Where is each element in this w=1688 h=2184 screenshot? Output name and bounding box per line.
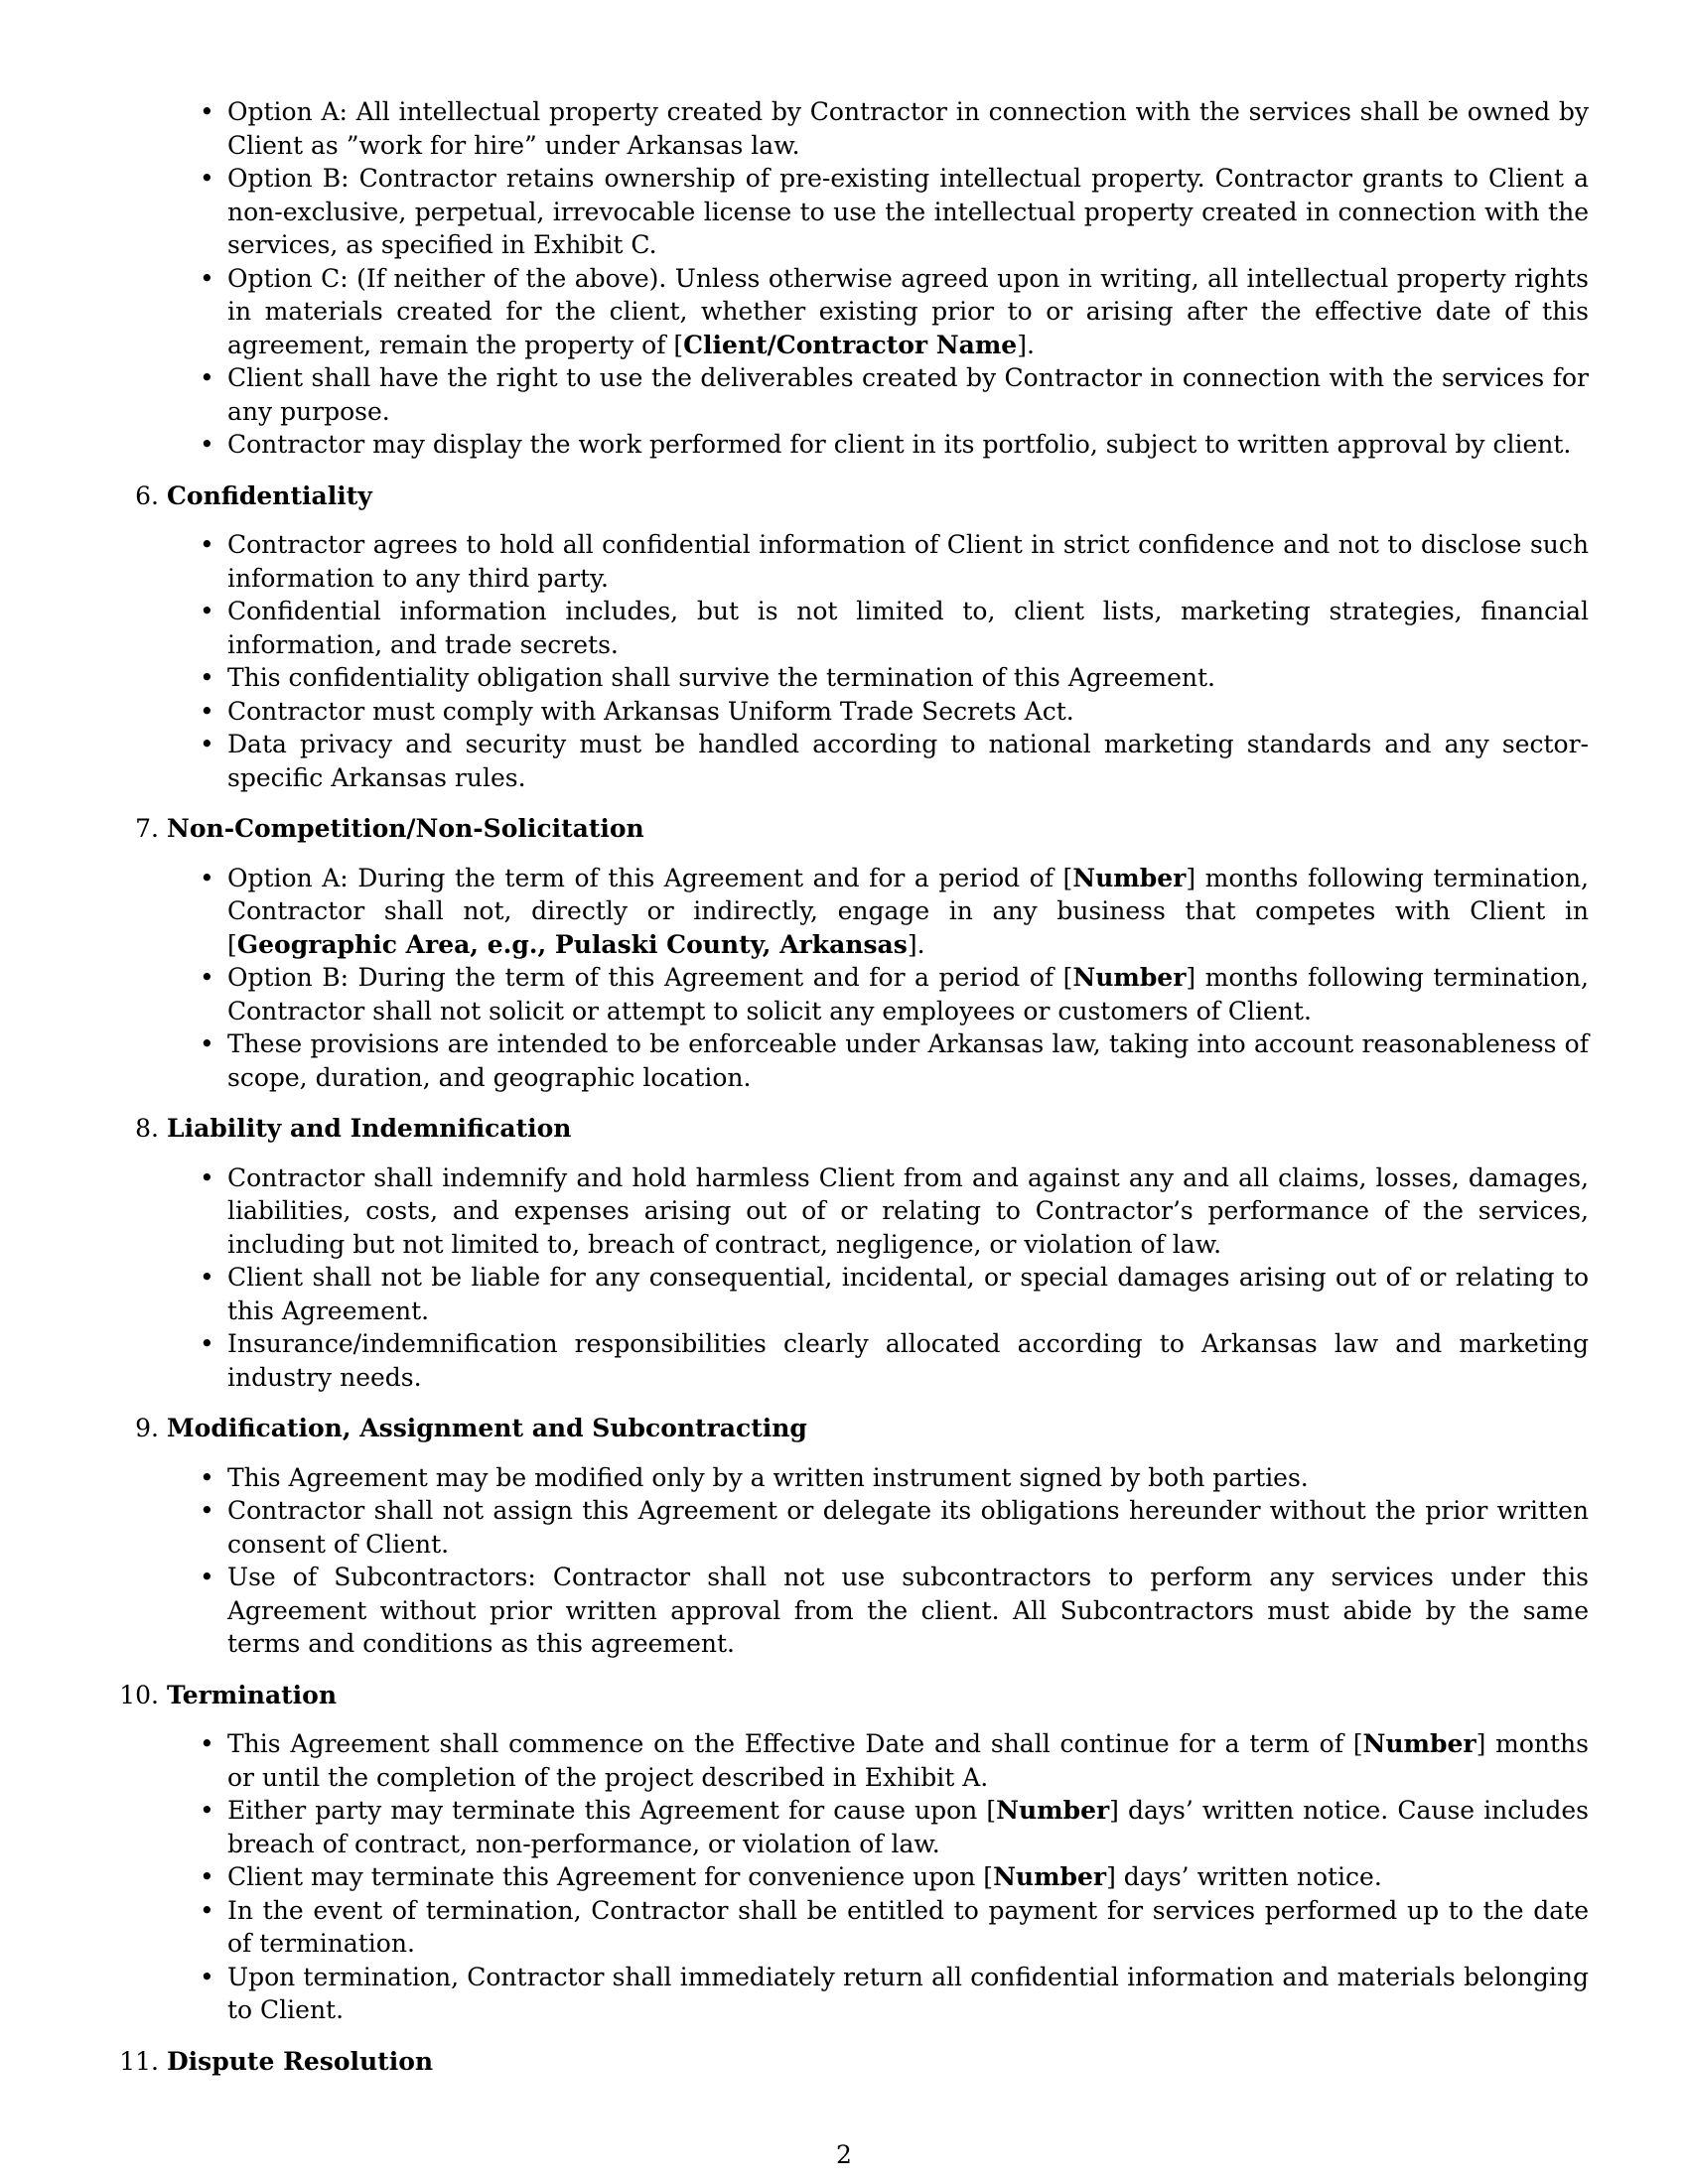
bullet-text: ] months following termination, Contractor shall not, directly or indirectly, engage in any business that competes with Client in [ bbox=[227, 863, 1589, 959]
bullet-text: This Agreement shall commence on the Effective Date and shall continue for a term of [ bbox=[227, 1729, 1363, 1758]
bullet-glyph: • bbox=[200, 863, 214, 892]
bullet-text: Option A: During the term of this Agreement and for a period of [ bbox=[227, 863, 1073, 892]
bullet-item bbox=[200, 961, 1590, 1027]
bullet-text: Contractor agrees to hold all confidential information of Client in strict confidence and not to disclose such information to any third party. bbox=[227, 530, 1589, 593]
section-number: 11. bbox=[119, 2046, 159, 2076]
bullet-item bbox=[200, 1961, 1589, 2027]
bullet-text: Data privacy and security must be handled according to national marketing standards and any sector-specific Arkansas rules. bbox=[227, 730, 1589, 792]
bullet-glyph: • bbox=[200, 1462, 214, 1492]
section-title: Termination bbox=[167, 1680, 338, 1709]
placeholder-text: Client/Contractor Name bbox=[683, 330, 1018, 359]
bullet-glyph: • bbox=[200, 1029, 214, 1058]
section-bullet-list bbox=[167, 1727, 1589, 2027]
bullet-item bbox=[200, 695, 1589, 729]
bullet-text: This confidentiality obligation shall survive the termination of this Agreement. bbox=[227, 663, 1215, 692]
placeholder-text: Number bbox=[996, 1796, 1110, 1825]
bullet-glyph: • bbox=[200, 1796, 214, 1825]
section-bullet-list bbox=[167, 1161, 1589, 1395]
bullet-glyph: • bbox=[200, 1729, 214, 1758]
section-7 bbox=[135, 812, 1590, 1094]
section-title: Dispute Resolution bbox=[167, 2046, 434, 2076]
bullet-item bbox=[200, 1261, 1589, 1327]
document-page bbox=[119, 95, 1590, 2094]
bullet-glyph: • bbox=[200, 1563, 214, 1591]
section-bullet-list bbox=[167, 1461, 1589, 1661]
section-heading bbox=[135, 812, 1589, 846]
section-heading bbox=[135, 479, 1589, 513]
section-9 bbox=[135, 1412, 1589, 1661]
bullet-glyph: • bbox=[200, 1895, 214, 1925]
bullet-item bbox=[200, 428, 1589, 462]
bullet-glyph: • bbox=[200, 1496, 214, 1525]
section-11 bbox=[119, 2045, 1589, 2079]
bullet-item bbox=[200, 1794, 1589, 1860]
bullet-text: This Agreement may be modified only by a written instrument signed by both parties. bbox=[227, 1462, 1309, 1492]
bullet-text: Option B: Contractor retains ownership of pre-existing intellectual property. Contractor grants to Client a non-exclusive, perpetual, irrevocable license to use the intellectual property created in connection with the services, as specified in Exhibit C. bbox=[227, 164, 1589, 259]
bullet-glyph: • bbox=[200, 1329, 214, 1358]
bullet-text: ] days’ written notice. Cause includes breach of contract, non-performance, or violation of law. bbox=[227, 1796, 1589, 1858]
bullet-glyph: • bbox=[200, 730, 214, 758]
bullet-glyph: • bbox=[200, 1263, 214, 1292]
bullet-text: Confidential information includes, but is not limited to, client lists, marketing strategies, financial information, and trade secrets. bbox=[227, 597, 1589, 659]
bullet-item bbox=[200, 1860, 1589, 1894]
bullet-glyph: • bbox=[200, 597, 214, 625]
section-number: 8. bbox=[135, 1114, 159, 1143]
bullet-text: Option C: (If neither of the above). Unless otherwise agreed upon in writing, all intellectual property rights in materials created for the client, whether existing prior to or arising after the effective date of this agreement, remain the property of [ bbox=[227, 263, 1589, 359]
bullet-text: ] days’ written notice. bbox=[1106, 1862, 1382, 1891]
section-heading bbox=[135, 1412, 1589, 1445]
page-number: 2 bbox=[836, 2140, 852, 2169]
section-heading bbox=[119, 2045, 1589, 2079]
bullet-text: In the event of termination, Contractor shall be entitled to payment for services performed up to the date of termination. bbox=[227, 1895, 1589, 1958]
bullet-item bbox=[200, 1894, 1589, 1961]
bullet-text: Option A: All intellectual property created by Contractor in connection with the services shall be owned by Client as ”work for hire” under Arkansas law. bbox=[227, 97, 1589, 160]
section-number: 7. bbox=[135, 814, 159, 843]
bullet-text: Upon termination, Contractor shall immediately return all confidential information and materials belonging to Client. bbox=[227, 1962, 1589, 2024]
bullet-text: Option B: During the term of this Agreement and for a period of [ bbox=[227, 963, 1073, 992]
bullet-text: Contractor shall not assign this Agreement or delegate its obligations hereunder without the prior written consent of Client. bbox=[227, 1496, 1589, 1559]
bullet-glyph: • bbox=[200, 1162, 214, 1192]
bullet-glyph: • bbox=[200, 663, 214, 692]
section-heading bbox=[119, 1679, 1589, 1712]
bullet-item bbox=[200, 661, 1589, 695]
bullet-text: ] months or until the completion of the project described in Exhibit A. bbox=[227, 1729, 1589, 1792]
placeholder-text: Number bbox=[993, 1862, 1107, 1891]
section-8 bbox=[135, 1112, 1589, 1394]
placeholder-text: Number bbox=[1072, 963, 1187, 992]
bullet-text: These provisions are intended to be enforceable under Arkansas law, taking into account reasonableness of scope, duration, and geographic location. bbox=[227, 1029, 1589, 1092]
bullet-text: ]. bbox=[1017, 330, 1035, 359]
section-number: 9. bbox=[135, 1414, 159, 1442]
bullet-glyph: • bbox=[200, 530, 214, 559]
bullet-text: Use of Subcontractors: Contractor shall not use subcontractors to perform any services under this Agreement without prior written approval from the client. All Subcontractors must abide by the same terms and conditions as this agreement. bbox=[227, 1563, 1589, 1658]
bullet-text: ] months following termination, Contractor shall not solicit or attempt to solicit any employees or customers of Client. bbox=[227, 963, 1590, 1025]
placeholder-text: Number bbox=[1362, 1729, 1477, 1758]
bullet-item bbox=[200, 1494, 1589, 1561]
bullet-text: Contractor shall indemnify and hold harmless Client from and against any and all claims, losses, damages, liabilities, costs, and expenses arising out of or relating to Contractor’s performance of the services, including but not limited to, breach of contract, negligence, or violation of law. bbox=[227, 1162, 1589, 1259]
bullet-glyph: • bbox=[200, 363, 214, 392]
bullet-glyph: • bbox=[200, 1962, 214, 1991]
bullet-glyph: • bbox=[200, 963, 214, 992]
bullet-item bbox=[200, 1561, 1589, 1661]
section-number: 10. bbox=[119, 1680, 159, 1709]
bullet-item bbox=[200, 862, 1589, 962]
bullet-text: Client shall not be liable for any consequential, incidental, or special damages arising out of or relating to this Agreement. bbox=[227, 1263, 1589, 1325]
sections-container bbox=[119, 479, 1590, 2079]
bullet-item bbox=[200, 1461, 1589, 1495]
bullet-item bbox=[200, 1161, 1589, 1262]
section-heading bbox=[135, 1112, 1589, 1146]
section-title: Liability and Indemnification bbox=[167, 1114, 572, 1143]
bullet-item bbox=[200, 728, 1589, 794]
section-title: Modification, Assignment and Subcontracting bbox=[167, 1414, 807, 1442]
section-10 bbox=[119, 1679, 1589, 2027]
bullet-text: Client may terminate this Agreement for convenience upon [ bbox=[227, 1862, 994, 1891]
bullet-text: Either party may terminate this Agreement for cause upon [ bbox=[227, 1796, 997, 1825]
bullet-glyph: • bbox=[200, 1862, 214, 1891]
section-number: 6. bbox=[135, 480, 159, 510]
bullet-glyph: • bbox=[200, 97, 214, 126]
section-6 bbox=[135, 479, 1589, 795]
section-title: Non-Competition/Non-Solicitation bbox=[167, 814, 644, 843]
placeholder-text: Geographic Area, e.g., Pulaski County, Arkansas bbox=[236, 929, 908, 959]
bullet-item bbox=[200, 595, 1589, 661]
bullet-glyph: • bbox=[200, 696, 214, 726]
section-bullet-list bbox=[167, 528, 1589, 794]
bullet-text: ]. bbox=[907, 929, 925, 959]
bullet-item bbox=[200, 528, 1589, 595]
bullet-glyph: • bbox=[200, 164, 214, 193]
bullet-text: Contractor may display the work performed for client in its portfolio, subject to written approval by client. bbox=[227, 430, 1572, 459]
bullet-item bbox=[200, 262, 1589, 362]
bullet-text: Contractor must comply with Arkansas Uniform Trade Secrets Act. bbox=[227, 696, 1074, 726]
section-bullet-list bbox=[167, 862, 1589, 1095]
bullet-item bbox=[200, 162, 1589, 262]
bullet-item bbox=[200, 361, 1589, 428]
bullet-item bbox=[200, 1327, 1589, 1394]
bullet-item bbox=[200, 95, 1589, 162]
bullet-text: Client shall have the right to use the deliverables created by Contractor in connection with the services for any purpose. bbox=[227, 363, 1589, 426]
bullet-item bbox=[200, 1727, 1589, 1794]
bullet-item bbox=[200, 1027, 1589, 1094]
intro-bullet-list bbox=[167, 95, 1589, 462]
bullet-glyph: • bbox=[200, 430, 214, 459]
bullet-text: Insurance/indemnification responsibilities clearly allocated according to Arkansas law and marketing industry needs. bbox=[227, 1329, 1589, 1392]
bullet-glyph: • bbox=[200, 263, 214, 293]
placeholder-text: Number bbox=[1072, 863, 1187, 892]
section-title: Confidentiality bbox=[167, 480, 372, 510]
